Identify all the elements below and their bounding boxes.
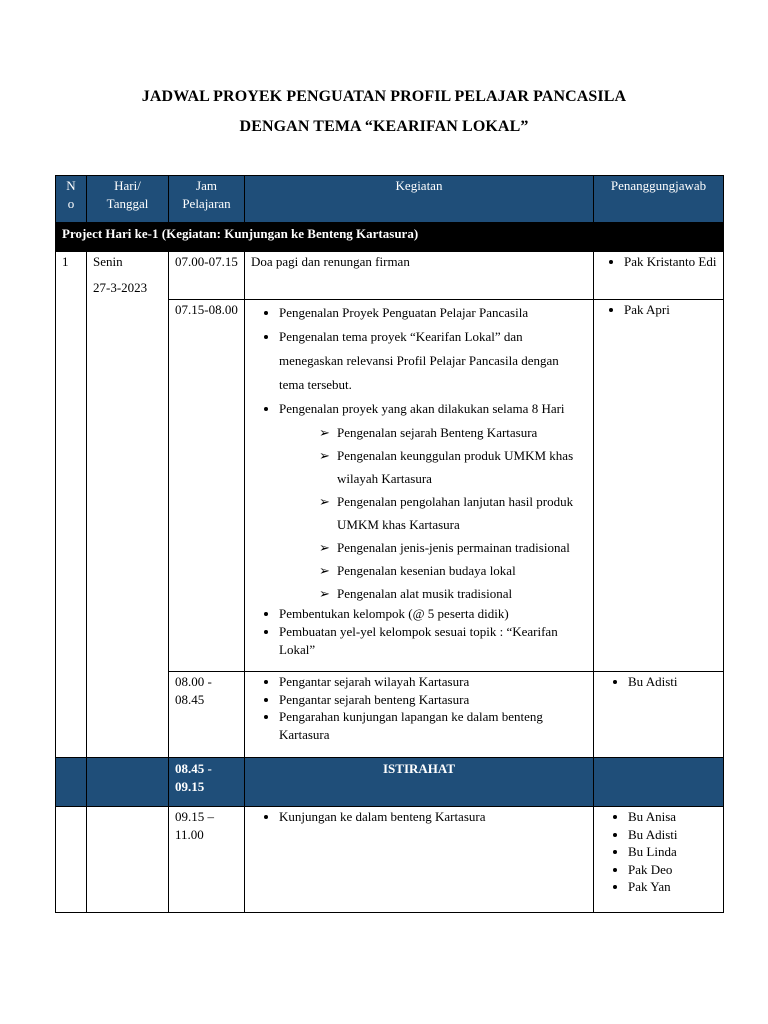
pj-name: • Pak Yan	[628, 878, 717, 896]
table-row	[56, 252, 724, 300]
list-item	[279, 397, 587, 605]
list-item: • Kunjungan ke dalam benteng Kartasura	[279, 808, 587, 826]
sub-list-item-text: Pengenalan kesenian budaya lokal	[337, 563, 516, 578]
session-activity: Doa pagi dan renungan firman	[245, 252, 594, 300]
session-activity	[245, 672, 594, 758]
day-date: 27-3-2023	[93, 279, 148, 295]
sub-list-item	[319, 490, 587, 536]
empty-cell	[87, 807, 169, 913]
pj-name: • Pak Deo	[628, 861, 717, 879]
session-time: 09.15 – 11.00	[169, 807, 245, 913]
session-activity	[245, 807, 594, 913]
header-kegiatan: Kegiatan	[245, 176, 594, 223]
list-item: • Pengenalan Proyek Penguatan Pelajar Pancasila	[279, 301, 587, 325]
pj-name: • Bu Linda	[628, 843, 717, 861]
arrow-bullet-icon: ➢	[319, 448, 330, 463]
pj-name: • Pak Apri	[624, 301, 717, 319]
pj-name: • Bu Adisti	[628, 673, 717, 691]
sub-list-item-text: Pengenalan keunggulan produk UMKM khas wilayah Kartasura	[337, 448, 574, 486]
header-jam-pelajaran: Jam Pelajaran	[169, 176, 245, 223]
session-pj	[594, 807, 724, 913]
sub-list-item	[319, 559, 587, 582]
session-time: 08.00 - 08.45	[169, 672, 245, 758]
schedule-table	[55, 175, 724, 913]
document-title: JADWAL PROYEK PENGUATAN PROFIL PELAJAR PANCASILA	[141, 88, 627, 105]
session-pj	[594, 300, 724, 672]
day-number: 1	[56, 252, 87, 758]
session-time: 07.15-08.00	[169, 300, 245, 672]
header-hari-tanggal: Hari/ Tanggal	[87, 176, 169, 223]
header-no: N o	[56, 176, 87, 223]
pj-name: • Bu Adisti	[628, 826, 717, 844]
arrow-bullet-icon: ➢	[319, 425, 330, 440]
sub-list-item	[319, 421, 587, 444]
sub-list-item-text: Pengenalan sejarah Benteng Kartasura	[337, 425, 538, 440]
session-pj	[594, 252, 724, 300]
session-pj	[594, 672, 724, 758]
session-activity	[245, 300, 594, 672]
pj-name: • Pak Kristanto Edi	[624, 253, 717, 271]
project-day-label: Project Hari ke-1 (Kegiatan: Kunjungan ke Benteng Kartasura)	[56, 223, 724, 252]
break-empty-cell	[56, 758, 87, 807]
day-name: Senin	[93, 254, 123, 269]
list-item: • Pembentukan kelompok (@ 5 peserta didik)	[279, 605, 587, 623]
pj-name: • Bu Anisa	[628, 808, 717, 826]
sub-list-item-text: Pengenalan alat musik tradisional	[337, 586, 513, 601]
break-label: ISTIRAHAT	[245, 758, 594, 807]
list-item: • Pengantar sejarah wilayah Kartasura	[279, 673, 587, 691]
arrow-bullet-icon: ➢	[319, 540, 330, 555]
day-cell	[87, 252, 169, 758]
header-penanggungjawab: Penanggungjawab	[594, 176, 724, 223]
header-row	[56, 176, 724, 223]
break-empty-cell	[594, 758, 724, 807]
document-subtitle: DENGAN TEMA “KEARIFAN LOKAL”	[239, 118, 529, 135]
break-row	[56, 758, 724, 807]
sub-list-item	[319, 536, 587, 559]
sub-list-item	[319, 582, 587, 605]
list-item: • Pengarahan kunjungan lapangan ke dalam benteng Kartasura	[279, 708, 587, 743]
sub-list-item-text: Pengenalan pengolahan lanjutan hasil produk UMKM khas Kartasura	[337, 494, 574, 532]
break-empty-cell	[87, 758, 169, 807]
sub-list-item	[319, 444, 587, 490]
empty-cell	[56, 807, 87, 913]
sub-list-item-text: Pengenalan jenis-jenis permainan tradisional	[337, 540, 570, 555]
table-row	[56, 807, 724, 913]
list-item: • Pengenalan tema proyek “Kearifan Lokal” dan menegaskan relevansi Profil Pelajar Pancasila dengan tema tersebut.	[279, 325, 587, 397]
arrow-bullet-icon: ➢	[319, 563, 330, 578]
project-day-row	[56, 223, 724, 252]
break-time: 08.45 - 09.15	[169, 758, 245, 807]
list-item: • Pengantar sejarah benteng Kartasura	[279, 691, 587, 709]
list-item: • Pembuatan yel-yel kelompok sesuai topik : “Kearifan Lokal”	[279, 623, 587, 659]
session-time: 07.00-07.15	[169, 252, 245, 300]
arrow-bullet-icon: ➢	[319, 494, 330, 509]
arrow-bullet-icon: ➢	[319, 586, 330, 601]
list-item-text: Pengenalan proyek yang akan dilakukan selama 8 Hari	[279, 401, 565, 416]
